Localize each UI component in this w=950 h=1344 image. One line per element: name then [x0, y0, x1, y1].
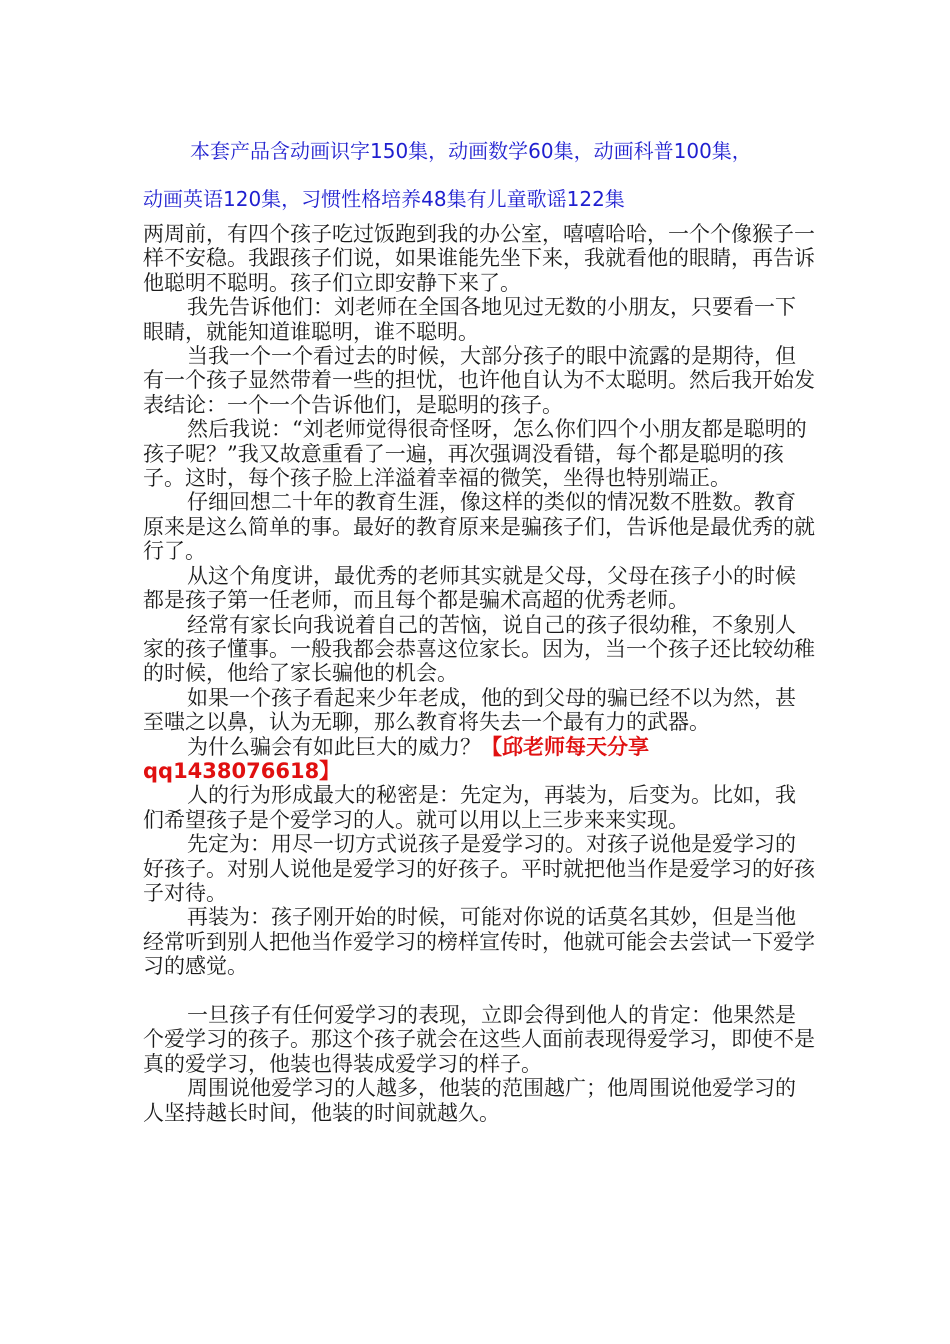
article-body	[143, 222, 815, 1125]
paragraph: 先定为：用尽一切方式说孩子是爱学习的。对孩子说他是爱学习的好孩子。对别人说他是爱学习的好孩子。平时就把他当作是爱学习的好孩子对待。	[143, 832, 815, 905]
paragraph: 再装为：孩子刚开始的时候，可能对你说的话莫名其妙，但是当他经常听到别人把他当作爱学习的榜样宣传时，他就可能会去尝试一下爱学习的感觉。	[143, 905, 815, 979]
paragraph: 经常有家长向我说着自己的苦恼，说自己的孩子很幼稚，不象别人家的孩子懂事。一般我都会恭喜这位家长。因为，当一个孩子还比较幼稚的时候，他给了家长骗他的机会。	[143, 612, 815, 686]
paragraph: 我先告诉他们：刘老师在全国各地见过无数的小朋友，只要看一下眼睛，就能知道谁聪明，谁不聪明。	[143, 295, 796, 344]
promo-line-2: 动画英语120集，习惯性格培养48集有儿童歌谣122集	[143, 187, 625, 211]
paragraph: 仔细回想二十年的教育生涯，像这样的类似的情况数不胜数。教育原来是这么简单的事。最好的教育原来是骗孩子们，告诉他是最优秀的就行了。	[143, 490, 815, 564]
paragraph: 两周前，有四个孩子吃过饭跑到我的办公室，嘻嘻哈哈，一个个像猴子一样不安稳。我跟孩子们说，如果谁能先坐下来，我就看他的眼睛，再告诉他聪明不聪明。孩子们立即安静下来了。	[143, 222, 815, 295]
paragraph: 一旦孩子有任何爱学习的表现，立即会得到他人的肯定：他果然是个爱学习的孩子。那这个孩子就会在这些人面前表现得爱学习，即使不是真的爱学习，他装也得装成爱学习的样子。	[143, 1002, 815, 1076]
paragraph: 当我一个一个看过去的时候，大部分孩子的眼中流露的是期待，但有一个孩子显然带着一些的担忧，也许他自认为不太聪明。然后我开始发表结论：一个一个告诉他们，是聪明的孩子。	[143, 344, 815, 417]
share-contact-highlight: 【邱老师每天分享qq1438076618】	[143, 734, 649, 783]
paragraph-text: 为什么骗会有如此巨大的威力？	[187, 734, 481, 759]
paragraph-with-highlight	[143, 735, 815, 784]
paragraph: 如果一个孩子看起来少年老成，他的到父母的骗已经不以为然，甚至嗤之以鼻，认为无聊，那么教育将失去一个最有力的武器。	[143, 685, 796, 735]
paragraph: 周围说他爱学习的人越多，他装的范围越广；他周围说他爱学习的人坚持越长时间，他装的时间就越久。	[143, 1076, 796, 1125]
paragraph: 人的行为形成最大的秘密是：先定为，再装为，后变为。比如，我们希望孩子是个爱学习的人。就可以用以上三步来来实现。	[143, 783, 796, 832]
paragraph: 然后我说：“刘老师觉得很奇怪呀，怎么你们四个小朋友都是聪明的孩子呢？”我又故意重看了一遍，再次强调没看错，每个都是聪明的孩子。这时，每个孩子脸上洋溢着幸福的微笑，坐得也特别端正。	[143, 417, 807, 491]
paragraph: 从这个角度讲，最优秀的老师其实就是父母，父母在孩子小的时候都是孩子第一任老师，而且每个都是骗术高超的优秀老师。	[143, 563, 796, 613]
promo-line-1: 本套产品含动画识字150集，动画数学60集，动画科普100集，	[190, 139, 752, 163]
